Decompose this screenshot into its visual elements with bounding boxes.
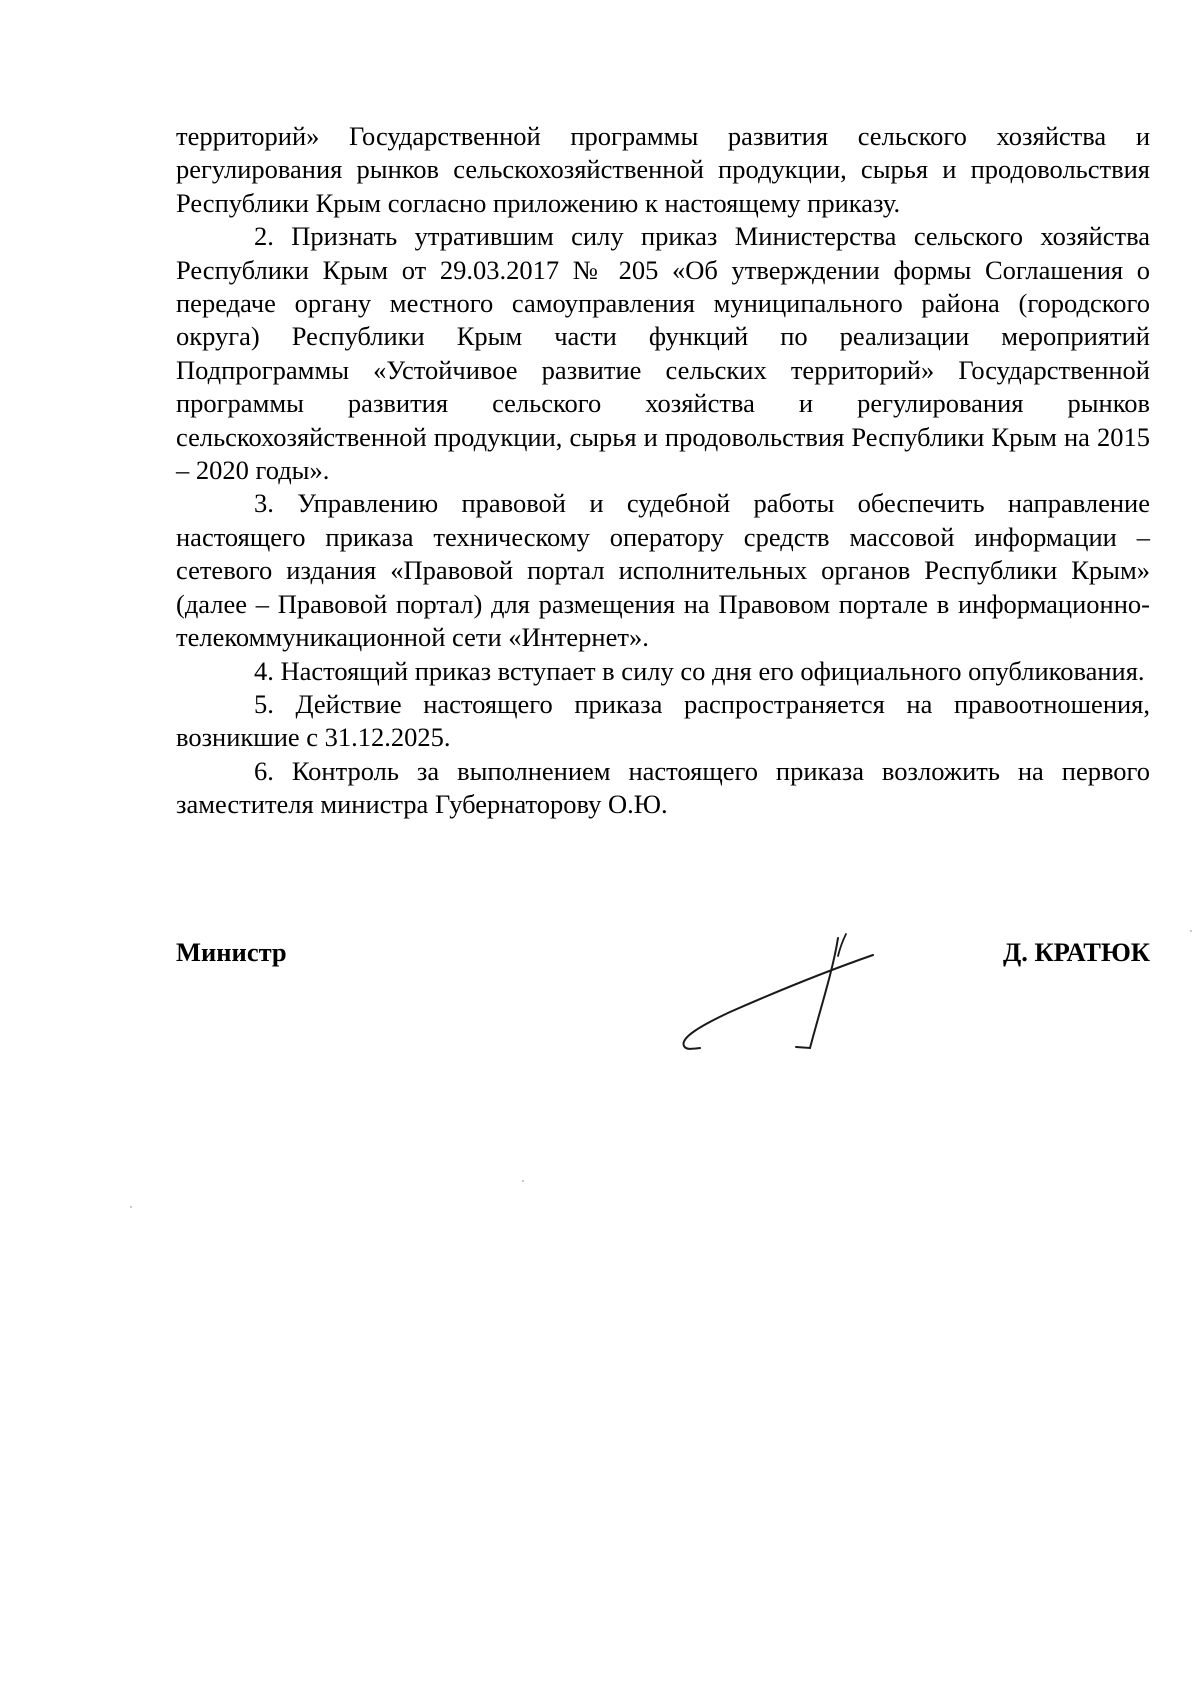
signer-name: Д. КРАТЮК: [1002, 937, 1150, 967]
handwritten-signature: [670, 920, 890, 1050]
paragraph-item-3: 3. Управлению правовой и судебной работы обеспечить направление настоящего приказа техническому оператору средств массовой информации – сетевого издания «Правовой портал исполнительных органов Республики Крым» (далее – Правовой портал) для размещения на Правовом портале в информационно-телекоммуникационной сети «Интернет».: [176, 488, 1150, 653]
paragraph-item-4: 4. Настоящий приказ вступает в силу со дня его официального опубликования.: [254, 655, 1145, 686]
signer-position: Министр: [176, 937, 287, 967]
scan-speck: [1190, 930, 1192, 932]
paragraph-item-2: 2. Признать утратившим силу приказ Министерства сельского хозяйства Республики Крым от 29.03.2017 № 205 «Об утверждении формы Соглашения о передаче органу местного самоуправления муниципального района (городского округа) Республики Крым части функций по реализации мероприятий Подпрограммы «Устойчивое развитие сельских территорий» Государственной программы развития сельского хозяйства и регулирования рынков сельскохозяйственной продукции, сырья и продовольствия Республики Крым на 2015 – 2020 годы».: [176, 221, 1150, 486]
paragraph-item-5: 5. Действие настоящего приказа распространяется на правоотношения, возникшие с 31.12.2025.: [176, 688, 1150, 753]
signature-stroke-main: [683, 955, 873, 1049]
paragraph-continuation: территорий» Государственной программы развития сельского хозяйства и регулирования рынков сельскохозяйственной продукции, сырья и продовольствия Республики Крым согласно приложению к настоящему приказу.: [176, 121, 1150, 218]
signature-block: [176, 936, 1150, 1056]
signature-stroke-vertical: [796, 938, 838, 1048]
signature-stroke-hook: [838, 934, 846, 956]
document-body: [176, 120, 1150, 822]
scan-speck: [522, 1180, 524, 1182]
paragraph-item-6: 6. Контроль за выполнением настоящего приказа возложить на первого заместителя министра Губернаторову О.Ю.: [176, 755, 1150, 820]
scan-speck: [130, 1206, 132, 1208]
